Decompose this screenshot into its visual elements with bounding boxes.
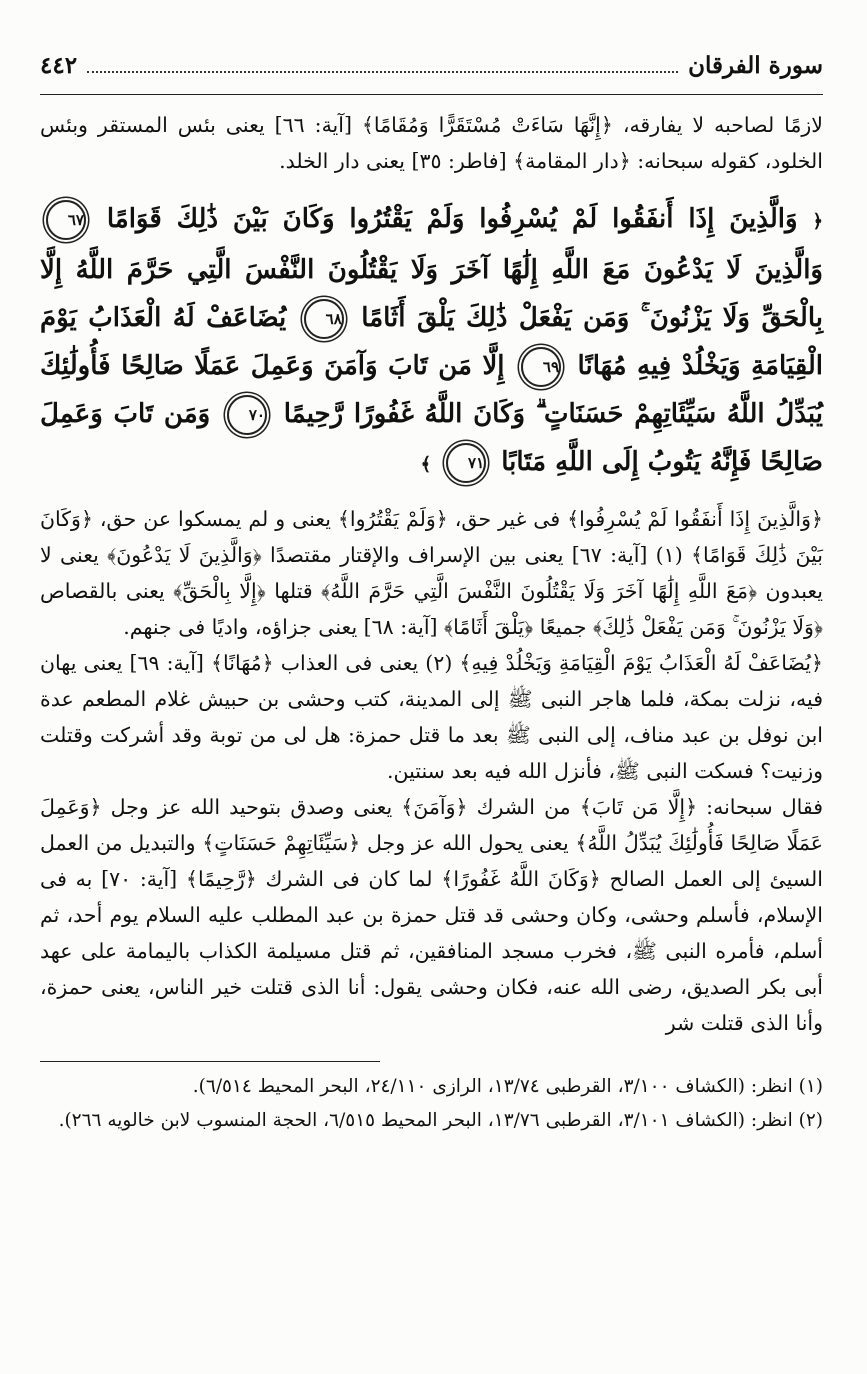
footnote-rule: [40, 1061, 380, 1062]
verse-71-text: وَمَن تَابَ وَعَمِلَ صَالِحًا فَإِنَّهُ يَتُوبُ إِلَى اللَّهِ مَتَابًا: [40, 399, 823, 477]
surah-title: سورة الفرقان: [688, 52, 823, 79]
commentary-paragraph: ﴿يُضَاعَفْ لَهُ الْعَذَابُ يَوْمَ الْقِيَامَةِ وَيَخْلُدْ فِيهِ﴾ (٢) يعنى فى العذاب ﴿مُهَانًا﴾ [آية: ٦٩] يعنى يهان فيه، نزلت بمكة، فلما هاجر النبى ﷺ إلى المدينة، كتب وحشى بن حبيش غلام المطعم عدة ابن نوفل بن عبد مناف، إلى النبى ﷺ بعد ما قتل حمزة: هل لى من توبة وقد أشركت وقتلت وزنيت؟ فسكت النبى ﷺ، فأنزل الله فيه بعد سنتين.: [40, 651, 823, 783]
ayah-marker-67: ٦٧: [46, 200, 86, 240]
header-rule: [40, 94, 823, 95]
ayah-marker-69: ٦٩: [521, 347, 561, 387]
verse-70-text: إِلَّا مَن تَابَ وَآمَنَ وَعَمِلَ عَمَلًا صَالِحًا فَأُولَٰئِكَ يُبَدِّلُ اللَّهُ سَيِّئَاتِهِمْ حَسَنَاتٍ ۗ وَكَانَ اللَّهُ غَفُورًا رَّحِيمًا: [40, 351, 824, 429]
ayah-marker-70: ٧٠: [227, 395, 267, 435]
commentary-paragraph: فقال سبحانه: ﴿إِلَّا مَن تَابَ﴾ من الشرك ﴿وَآمَنَ﴾ يعنى وصدق بتوحيد الله عز وجل ﴿وَعَمِلَ عَمَلًا صَالِحًا فَأُولَٰئِكَ يُبَدِّلُ اللَّهُ﴾ يعنى يحول الله عز وجل ﴿سَيِّئَاتِهِمْ حَسَنَاتٍ﴾ والتبديل من العمل السيئ إلى العمل الصالح ﴿وَكَانَ اللَّهُ غَفُورًا﴾ لما كان فى الشرك ﴿رَّحِيمًا﴾ [آية: ٧٠] به فى الإسلام، فأسلم وحشى، وكان وحشى قد قتل حمزة بن عبد المطلب عليه السلام يوم أحد، ثم أسلم، فأمره النبى ﷺ، فخرب مسجد المنافقين، ثم قتل مسيلمة الكذاب باليمامة على عهد أبى بكر الصديق، رضى الله عنه، فكان وحشى يقول: أنا الذى قتلت خير الناس، يعنى حمزة، وأنا الذى قتلت شر: [40, 795, 823, 1035]
header-dot-leader: [87, 71, 678, 73]
verse-69-text: يُضَاعَفْ لَهُ الْعَذَابُ يَوْمَ الْقِيَامَةِ وَيَخْلُدْ فِيهِ مُهَانًا: [40, 303, 824, 381]
page-header: [40, 52, 823, 92]
intro-paragraph: لازمًا لصاحبه لا يفارقه، ﴿إِنَّهَا سَاءَتْ مُسْتَقَرًّا وَمُقَامًا﴾ [آية: ٦٦] يعنى بئس المستقر وبئس الخلود، كقوله سبحانه: ﴿دار المقامة﴾ [فاطر: ٣٥] يعنى دار الخلد.: [40, 113, 823, 173]
verse-open-bracket: ﴿: [812, 211, 823, 232]
quran-verses-block: [40, 195, 823, 489]
footnote-2: (٢) انظر: (الكشاف ٣/١٠١، القرطبى ١٣/٧٦، البحر المحيط ٦/٥١٥، الحجة المنسوب لابن خالويه ٢٦٦).: [58, 1110, 823, 1131]
ayah-marker-71: ٧١: [446, 443, 486, 483]
commentary-paragraph: ﴿وَالَّذِينَ إِذَا أَنفَقُوا لَمْ يُسْرِفُوا﴾ فى غير حق، ﴿وَلَمْ يَقْتُرُوا﴾ يعنى و لم يمسكوا عن حق، ﴿وَكَانَ بَيْنَ ذَٰلِكَ قَوَامًا﴾ (١) [آية: ٦٧] يعنى بين الإسراف والإقتار مقتصدًا ﴿وَالَّذِينَ لَا يَدْعُونَ﴾ يعنى لا يعبدون ﴿مَعَ اللَّهِ إِلَٰهًا آخَرَ وَلَا يَقْتُلُونَ النَّفْسَ الَّتِي حَرَّمَ اللَّهُ﴾ قتلها ﴿إِلَّا بِالْحَقِّ﴾ يعنى بالقصاص ﴿وَلَا يَزْنُونَ ۚ وَمَن يَفْعَلْ ذَٰلِكَ﴾ جميعًا ﴿يَلْقَ أَثَامًا﴾ [آية: ٦٨] يعنى جزاؤه، واديًا فى جنهم.: [40, 507, 823, 639]
footnote-1: (١) انظر: (الكشاف ٣/١٠٠، القرطبى ١٣/٧٤، الرازى ٢٤/١١٠، البحر المحيط ٦/٥١٤).: [192, 1076, 823, 1097]
page-number: ٤٤٢: [40, 52, 78, 79]
verse-67-text: وَالَّذِينَ إِذَا أَنفَقُوا لَمْ يُسْرِفُوا وَلَمْ يَقْتُرُوا وَكَانَ بَيْنَ ذَٰلِكَ قَوَامًا: [106, 204, 798, 234]
ayah-marker-68: ٦٨: [304, 299, 344, 339]
verse-68-text: وَالَّذِينَ لَا يَدْعُونَ مَعَ اللَّهِ إِلَٰهًا آخَرَ وَلَا يَقْتُلُونَ النَّفْسَ الَّتِي حَرَّمَ اللَّهُ إِلَّا بِالْحَقِّ وَلَا يَزْنُونَ ۚ وَمَن يَفْعَلْ ذَٰلِكَ يَلْقَ أَثَامًا: [40, 255, 824, 333]
verse-close-bracket: ﴾: [420, 454, 432, 475]
